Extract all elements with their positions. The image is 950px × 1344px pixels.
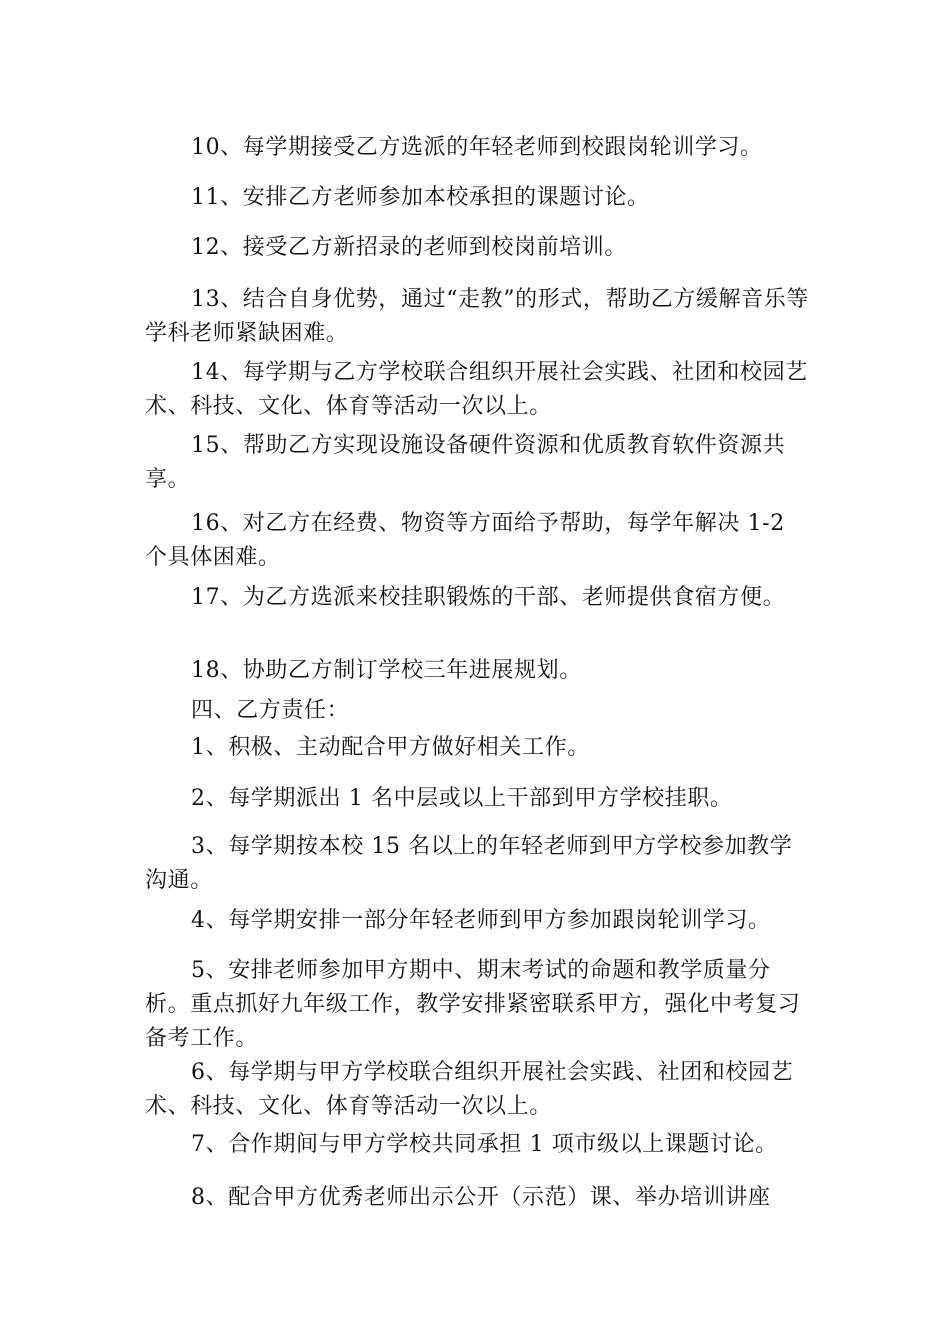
paragraph-item-18: 18、协助乙方制订学校三年进展规划。	[191, 658, 582, 683]
paragraph-item-b5: 5、安排老师参加甲方期中、期末考试的命题和教学质量分析。重点抓好九年级工作，教学安排紧密联系甲方，强化中考复习备考工作。	[145, 958, 801, 1051]
paragraph-item-b8: 8、配合甲方优秀老师出示公开（示范）课、举办培训讲座	[191, 1185, 771, 1210]
paragraph-item-17: 17、为乙方选派来校挂职锻炼的干部、老师提供食宿方便。	[191, 585, 786, 610]
paragraph-item-b6: 6、每学期与甲方学校联合组织开展社会实践、社团和校园艺术、科技、文化、体育等活动一次以上。	[145, 1060, 794, 1119]
paragraph-item-b1: 1、积极、主动配合甲方做好相关工作。	[191, 735, 590, 760]
paragraph-item-b3: 3、每学期按本校 15 名以上的年轻老师到甲方学校参加教学沟通。	[145, 834, 793, 893]
paragraph-item-10: 10、每学期接受乙方选派的年轻老师到校跟岗轮训学习。	[191, 135, 763, 160]
paragraph-item-16: 16、对乙方在经费、物资等方面给予帮助，每学年解决 1-2 个具体困难。	[145, 511, 785, 570]
paragraph-item-12: 12、接受乙方新招录的老师到校岗前培训。	[191, 235, 627, 260]
paragraph-item-11: 11、安排乙方老师参加本校承担的课题讨论。	[191, 185, 650, 210]
paragraph-item-b7: 7、合作期间与甲方学校共同承担 1 项市级以上课题讨论。	[191, 1132, 778, 1157]
section-heading-party-b: 四、乙方责任：	[191, 698, 350, 723]
paragraph-item-15: 15、帮助乙方实现设施设备硬件资源和优质教育软件资源共享。	[145, 433, 786, 492]
paragraph-item-b4: 4、每学期安排一部分年轻老师到甲方参加跟岗轮训学习。	[191, 908, 771, 933]
paragraph-item-14: 14、每学期与乙方学校联合组织开展社会实践、社团和校园艺术、科技、文化、体育等活动一次以上。	[145, 360, 808, 419]
paragraph-item-b2: 2、每学期派出 1 名中层或以上干部到甲方学校挂职。	[191, 786, 733, 811]
paragraph-item-13: 13、结合自身优势，通过“走教”的形式，帮助乙方缓解音乐等学科老师紧缺困难。	[145, 287, 809, 346]
